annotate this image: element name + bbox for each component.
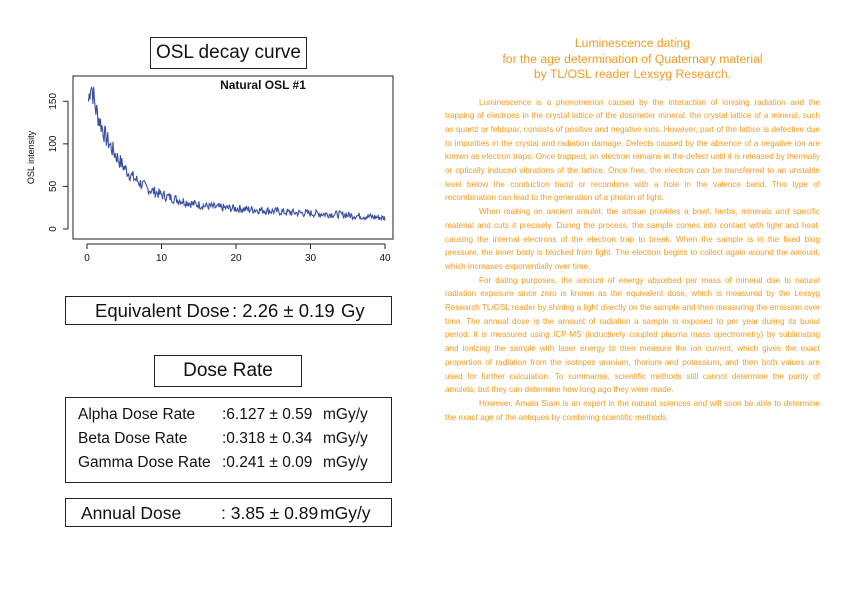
x-tick-label: 20 (230, 253, 242, 264)
equivalent-dose-value: : 2.26 ± 0.19 (232, 300, 335, 321)
gamma-dose-rate-value: :0.241 ± 0.09 (222, 454, 313, 471)
annual-dose-unit: mGy/y (320, 503, 371, 523)
beta-dose-rate-label: Beta Dose Rate (78, 430, 188, 447)
luminescence-title-line: Luminescence dating (574, 36, 691, 50)
y-tick-label: 150 (48, 92, 59, 110)
x-tick-label: 0 (84, 253, 90, 264)
y-tick-label: 100 (48, 135, 59, 153)
article-paragraph: For dating purposes, the amount of energy absorbed per mass of mineral due to natural radiation exposure since zero is known as the equivalent dose, which is measured by the Lexsyg Research TL/OSL reader by shining a light directly on the sample and then measuring the emission over time. The annual dose is the amount of radiation a sample is exposed to per year during its burial period. It is measured using ICP-MS (inductively coupled plasma mass spectrometry) by sublimating and ionizing the sample with laser energy to then measure the ion current, which gives the exact proportion of radiation from the isotopes uranium, thorium and potassium, and then both values are used for further calculation. To summarise, scientific methods still cannot determine the purity of amulets, but they can determine how long ago they were made. (445, 275, 820, 395)
beta-dose-rate-row (66, 430, 391, 454)
y-tick-label: 0 (48, 226, 59, 232)
x-tick-label: 10 (155, 253, 168, 264)
article-paragraph: Luminescence is a phenomenon caused by the interaction of ionising radiation and the trapping of electrons in the crystal lattice of the dosimeter mineral. the crystal lattice of a mineral, such as quartz or feldspar, consists of positive and negative ions. However, part of the lattice is defective due to impurities in the crystal and radiation damage. Defects caused by the absence of a negative ion are known as electron traps. Once trapped, an electron remains in the defect until it is released by thermally or optically induced vibrations of the lattice. Once free, the electron can be transferred to an unstable level below the conduction band or recombine with a hole in the valence band. This type of recombination can lead to the generation of a photon of light. (445, 97, 820, 203)
osl-chart (20, 72, 400, 294)
gamma-dose-rate-unit: mGy/y (323, 454, 368, 471)
y-axis-label: OSL intensity (26, 130, 36, 185)
annual-dose-value: : 3.85 ± 0.89 (221, 503, 319, 523)
annual-dose-label: Annual Dose (81, 503, 182, 523)
osl-series-line (89, 87, 386, 221)
beta-dose-rate-value: :0.318 ± 0.34 (222, 430, 313, 447)
equivalent-dose-unit: Gy (341, 300, 365, 321)
osl-chart-svg (20, 72, 400, 294)
x-tick-label: 40 (379, 253, 391, 264)
article-paragraph: When making an ancient amulet, the artisan provides a bowl, herbs, minerals and specific material and cuts it precisely. During the process, the sample comes into contact with light and heat, causing the internal electrons of the electron trap to break. When the sample is in the fixed blog pressure, the inner body is blocked from light. The electron begins to collect again around the amount, which increases exponentially over time. (445, 207, 820, 271)
dose-rates-box (65, 397, 392, 483)
osl-decay-curve-title (150, 37, 307, 69)
luminescence-title (445, 36, 820, 83)
y-tick-label: 50 (48, 180, 59, 192)
osl-decay-curve-title-text: OSL decay curve (155, 42, 302, 63)
alpha-dose-rate-unit: mGy/y (323, 406, 368, 423)
equivalent-dose-box (65, 296, 392, 325)
chart-title: Natural OSL #1 (220, 78, 306, 92)
beta-dose-rate-unit: mGy/y (323, 430, 368, 447)
luminescence-title-line: by TL/OSL reader Lexsyg Research. (533, 67, 732, 81)
alpha-dose-rate-value: :6.127 ± 0.59 (222, 406, 313, 423)
annual-dose-box (65, 498, 392, 527)
luminescence-title-line: for the age determination of Quaternary material (502, 51, 763, 66)
article-paragraph: However, Amata Siam is an expert in the natural sciences and will soon be able to determine the exact age of the antiques by combining scientific methods. (445, 398, 820, 422)
dose-rate-title (154, 355, 302, 387)
x-tick-label: 30 (304, 253, 317, 264)
alpha-dose-rate-label: Alpha Dose Rate (78, 406, 196, 423)
gamma-dose-rate-row (66, 454, 391, 478)
alpha-dose-rate-row (66, 406, 391, 430)
dose-rate-title-text: Dose Rate (183, 360, 273, 381)
luminescence-article (445, 36, 820, 424)
equivalent-dose-label: Equivalent Dose (95, 300, 230, 321)
gamma-dose-rate-label: Gamma Dose Rate (78, 454, 211, 471)
